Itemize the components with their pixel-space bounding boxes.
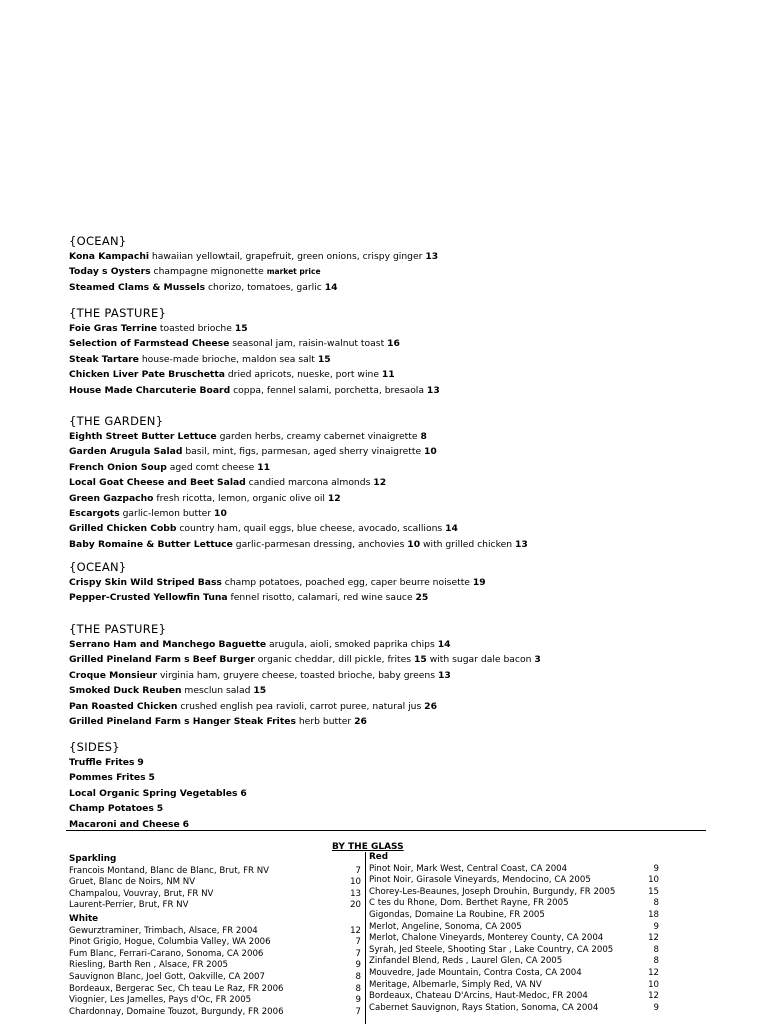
section-title: {OCEAN}	[69, 560, 127, 574]
wine-name: Pinot Noir, Girasole Vineyards, Mendocino, CA 2005	[369, 875, 591, 886]
menu-item-name: Champ Potatoes	[69, 803, 154, 815]
menu-item	[69, 755, 247, 770]
wine-price: 9	[653, 1002, 659, 1013]
menu-item	[69, 637, 541, 652]
menu-item-name: Kona Kampachi	[69, 251, 150, 262]
menu-item-description: basil, mint, figs, parmesan, aged sherry vinaigrette	[182, 446, 425, 458]
menu-item	[69, 786, 247, 801]
menu-item-name: Grilled Chicken Cobb	[69, 523, 177, 535]
divider-line	[66, 830, 706, 831]
section-title: {THE PASTURE}	[69, 622, 167, 636]
menu-item-price: 8	[420, 431, 427, 442]
wine-item	[69, 972, 361, 984]
menu-item-description: organic cheddar, dill pickle, frites	[254, 654, 414, 666]
menu-item-name: Garden Arugula Salad	[69, 446, 183, 458]
wine-item	[369, 945, 659, 957]
menu-item-description: champagne mignonette	[150, 266, 267, 278]
wine-name: Fum Blanc, Ferrari-Carano, Sonoma, CA 2006	[69, 948, 264, 959]
section-the-garden	[69, 414, 528, 552]
wine-price: 8	[355, 983, 361, 994]
wine-price: 8	[653, 898, 659, 909]
wine-item	[69, 866, 361, 878]
wine-item	[369, 991, 659, 1003]
menu-item	[69, 336, 440, 351]
menu-item-price: 11	[381, 369, 395, 381]
wine-item	[369, 898, 659, 910]
wine-left-column	[69, 854, 361, 1018]
menu-item	[69, 367, 440, 382]
menu-item-description: country ham, quail eggs, blue cheese, avocado, scallions	[176, 523, 446, 535]
menu-item-description: garlic-parmesan dressing, anchovies	[232, 538, 408, 550]
menu-item-name: Pepper-Crusted Yellowfin Tuna	[69, 592, 228, 604]
wine-name: Pinot Noir, Mark West, Central Coast, CA 2004	[369, 863, 568, 874]
wine-item	[69, 877, 361, 889]
menu-item	[69, 699, 541, 714]
menu-item-name: Croque Monsieur	[69, 669, 158, 681]
menu-item-price: 11	[257, 461, 271, 473]
wine-item	[369, 875, 659, 887]
wine-item	[369, 910, 659, 922]
menu-item-description: toasted brioche	[157, 323, 235, 334]
menu-item-name: Local Organic Spring Vegetables	[69, 787, 238, 799]
menu-item-description: crushed english pea ravioli, carrot puree, natural jus	[177, 700, 425, 712]
wine-price: 12	[648, 991, 659, 1002]
menu-item-price: 5	[156, 803, 164, 815]
wine-column-divider	[365, 852, 366, 1024]
menu-item-price: 10	[424, 446, 437, 458]
wine-price: 8	[653, 956, 659, 967]
by-the-glass-title: BY THE GLASS	[332, 842, 404, 852]
menu-item-price: 14	[324, 281, 338, 293]
wine-price: 12	[350, 925, 361, 936]
menu-item-name: Green Gazpacho	[69, 492, 154, 504]
menu-item	[69, 590, 486, 605]
menu-item	[69, 280, 438, 295]
menu-item	[69, 575, 486, 590]
wine-name: Pinot Grigio, Hogue, Columbia Valley, WA 2006	[69, 937, 271, 948]
wine-name: Sauvignon Blanc, Joel Gott, Oakville, CA 2007	[69, 971, 265, 982]
menu-item	[69, 801, 247, 816]
menu-item-description: garlic-lemon butter	[119, 508, 215, 520]
menu-item-price: 13	[426, 384, 440, 396]
wine-name: Syrah, Jed Steele, Shooting Star , Lake Country, CA 2005	[369, 944, 614, 955]
menu-item-description: garden herbs, creamy cabernet vinaigrette	[216, 431, 421, 442]
menu-item-name: Steamed Clams & Mussels	[69, 281, 206, 293]
section-title: {SIDES}	[69, 740, 120, 754]
wine-item	[369, 864, 659, 876]
menu-item	[69, 264, 438, 279]
menu-item-extra-price: 13	[514, 538, 528, 550]
menu-item-price: 6	[240, 787, 247, 799]
wine-item	[369, 933, 659, 945]
menu-item-extra: with grilled chicken	[420, 538, 515, 550]
wine-name: C tes du Rhone, Dom. Berthet Rayne, FR 2005	[369, 898, 569, 909]
wine-name: Champalou, Vouvray, Brut, FR NV	[69, 888, 214, 899]
menu-item-price: 13	[425, 251, 439, 262]
menu-item-price: 5	[148, 772, 155, 784]
wine-name: Gruet, Blanc de Noirs, NM NV	[69, 877, 196, 888]
menu-item-description: seasonal jam, raisin-walnut toast	[229, 338, 388, 350]
menu-item	[69, 352, 440, 367]
menu-item	[69, 770, 247, 785]
menu-item-name: Foie Gras Terrine	[69, 323, 157, 334]
wine-price: 10	[350, 877, 361, 888]
menu-item-name: Local Goat Cheese and Beet Salad	[69, 477, 246, 489]
wine-name: Bordeaux, Bergerac Sec, Ch teau Le Raz, FR 2006	[69, 983, 284, 994]
menu-item	[69, 652, 541, 667]
wine-name: Mouvedre, Jade Mountain, Contra Costa, CA 2004	[369, 967, 582, 978]
wine-name: Gigondas, Domaine La Roubine, FR 2005	[369, 909, 545, 920]
menu-item-price: 14	[445, 523, 458, 535]
wine-price: 12	[648, 933, 659, 944]
menu-item-price: 16	[387, 338, 400, 350]
menu-item-name: Baby Romaine & Butter Lettuce	[69, 538, 233, 550]
menu-item-price: 12	[373, 477, 387, 489]
menu-item-price: 15	[253, 685, 267, 697]
wine-price: 9	[355, 960, 361, 971]
wine-price: 20	[350, 900, 361, 911]
section-title: {OCEAN}	[69, 234, 127, 248]
wine-item	[369, 887, 659, 899]
wine-item	[69, 995, 361, 1007]
menu-item-price: 15	[413, 654, 427, 666]
menu-item-price: 15	[317, 353, 331, 365]
section-the-pasture	[69, 306, 440, 398]
wine-name: Riesling, Barth Ren , Alsace, FR 2005	[69, 960, 229, 971]
menu-item-price: 12	[327, 492, 341, 504]
menu-item-description: aged comt cheese	[166, 461, 258, 473]
menu-item-name: Steak Tartare	[69, 353, 139, 365]
menu-item-name: Serrano Ham and Manchego Baguette	[69, 639, 267, 650]
menu-item-name: Eighth Street Butter Lettuce	[69, 431, 217, 442]
wine-item	[369, 980, 659, 992]
menu-item-extra-price: 3	[534, 654, 541, 666]
menu-item-name: Smoked Duck Reuben	[69, 685, 182, 697]
menu-item	[69, 491, 528, 506]
wine-item	[69, 1007, 361, 1019]
menu-item-name: Grilled Pineland Farm s Beef Burger	[69, 654, 255, 666]
menu-item-name: Crispy Skin Wild Striped Bass	[69, 577, 222, 588]
wine-price: 9	[653, 863, 659, 874]
wine-price: 8	[653, 944, 659, 955]
menu-item-name: Selection of Farmstead Cheese	[69, 338, 230, 350]
menu-item-price: 15	[234, 323, 248, 334]
wine-name: Merlot, Angeline, Sonoma, CA 2005	[369, 921, 522, 932]
menu-item-price: market price	[266, 267, 321, 277]
menu-item-name: French Onion Soup	[69, 461, 167, 473]
wine-price: 7	[355, 1006, 361, 1017]
menu-item	[69, 383, 440, 398]
wine-name: Gewurztraminer, Trimbach, Alsace, FR 2004	[69, 925, 258, 936]
wine-price: 18	[648, 909, 659, 920]
wine-category-red: Red	[369, 852, 389, 862]
menu-item-description: herb butter	[295, 716, 355, 728]
menu-item-price: 9	[137, 757, 144, 768]
section-title: {THE GARDEN}	[69, 414, 164, 428]
section-sides	[69, 740, 247, 832]
menu-item-description: fresh ricotta, lemon, organic olive oil	[153, 492, 328, 504]
wine-price: 9	[355, 995, 361, 1006]
wine-price: 10	[648, 875, 659, 886]
menu-item-description: champ potatoes, poached egg, caper beurre noisette	[221, 577, 473, 588]
wine-price: 10	[648, 979, 659, 990]
wine-name: Chorey-Les-Beaunes, Joseph Drouhin, Burgundy, FR 2005	[369, 886, 616, 897]
menu-item-description: house-made brioche, maldon sea salt	[138, 353, 318, 365]
wine-name: Zinfandel Blend, Reds , Laurel Glen, CA 2005	[369, 956, 563, 967]
wine-name: Cabernet Sauvignon, Rays Station, Sonoma, CA 2004	[369, 1002, 599, 1013]
menu-item	[69, 521, 528, 536]
menu-item-description: fennel risotto, calamari, red wine sauce	[227, 592, 416, 604]
menu-item	[69, 460, 528, 475]
wine-price: 7	[355, 865, 361, 876]
wine-name: Bordeaux, Chateau D'Arcins, Haut-Medoc, FR 2004	[369, 991, 588, 1002]
menu-item-name: Macaroni and Cheese	[69, 818, 180, 830]
menu-item-description: mesclun salad	[181, 685, 254, 697]
menu-item-name: Pommes Frites	[69, 772, 146, 784]
wine-category-white: White	[69, 913, 99, 924]
wine-item	[69, 937, 361, 949]
menu-item-price: 6	[182, 818, 190, 830]
menu-item-description: hawaiian yellowtail, grapefruit, green onions, crispy ginger	[149, 251, 426, 262]
wine-price: 13	[350, 888, 361, 899]
wine-name: Francois Montand, Blanc de Blanc, Brut, FR NV	[69, 865, 270, 876]
wine-price: 12	[648, 967, 659, 978]
wine-price: 9	[653, 921, 659, 932]
wine-price: 15	[648, 886, 659, 897]
menu-item-description: virginia ham, gruyere cheese, toasted brioche, baby greens	[157, 669, 438, 681]
menu-item	[69, 321, 440, 336]
wine-price: 8	[355, 971, 361, 982]
menu-item-price: 14	[437, 639, 451, 650]
wine-item	[69, 960, 361, 972]
wine-item	[369, 956, 659, 968]
menu-item-name: Truffle Frites	[69, 757, 135, 768]
menu-item-name: Chicken Liver Pate Bruschetta	[69, 369, 225, 381]
menu-item	[69, 714, 541, 729]
wine-price: 7	[355, 937, 361, 948]
wine-name: Meritage, Albemarle, Simply Red, VA NV	[369, 979, 542, 990]
menu-item-name: House Made Charcuterie Board	[69, 384, 231, 396]
wine-item	[69, 949, 361, 961]
menu-item-price: 25	[415, 592, 429, 604]
menu-item	[69, 683, 541, 698]
wine-item	[369, 922, 659, 934]
wine-category-sparkling: Sparkling	[69, 854, 117, 864]
menu-item-description: dried apricots, nueske, port wine	[224, 369, 382, 381]
wine-name: Merlot, Chalone Vineyards, Monterey County, CA 2004	[369, 933, 604, 944]
wine-item	[69, 889, 361, 901]
section-the-pasture-mains	[69, 622, 541, 729]
menu-item	[69, 668, 541, 683]
menu-item-description: candied marcona almonds	[245, 477, 374, 489]
menu-item	[69, 444, 528, 459]
wine-name: Laurent-Perrier, Brut, FR NV	[69, 900, 189, 911]
menu-item	[69, 429, 528, 444]
wine-name: Viognier, Les Jamelles, Pays d'Oc, FR 2005	[69, 995, 252, 1006]
menu-item-name: Grilled Pineland Farm s Hanger Steak Frites	[69, 716, 296, 728]
menu-item	[69, 506, 528, 521]
menu-item-name: Escargots	[69, 508, 120, 520]
menu-item-description: arugula, aioli, smoked paprika chips	[266, 639, 438, 650]
menu-item	[69, 537, 528, 552]
menu-item-name: Today s Oysters	[69, 266, 151, 278]
section-title: {THE PASTURE}	[69, 306, 167, 320]
menu-item	[69, 249, 438, 264]
wine-item	[369, 1003, 659, 1015]
section-ocean-mains	[69, 560, 486, 606]
menu-item-description: coppa, fennel salami, porchetta, bresaola	[230, 384, 427, 396]
menu-item-price: 10	[407, 538, 421, 550]
menu-item-price: 19	[472, 577, 486, 588]
wine-item	[69, 984, 361, 996]
menu-item-price: 26	[354, 716, 367, 728]
menu-item	[69, 475, 528, 490]
menu-item-extra: with sugar dale bacon	[426, 654, 535, 666]
menu-item-description: chorizo, tomatoes, garlic	[205, 281, 325, 293]
menu-item-price: 13	[437, 669, 451, 681]
wine-item	[369, 968, 659, 980]
menu-item-price: 26	[424, 700, 437, 712]
menu-item-price: 10	[214, 508, 227, 520]
wine-item	[69, 900, 361, 912]
wine-price: 7	[355, 948, 361, 959]
wine-item	[69, 926, 361, 938]
wine-name: Chardonnay, Domaine Touzot, Burgundy, FR 2006	[69, 1006, 284, 1017]
menu-item-name: Pan Roasted Chicken	[69, 700, 178, 712]
wine-right-column	[369, 852, 659, 1014]
section-ocean	[69, 234, 438, 295]
